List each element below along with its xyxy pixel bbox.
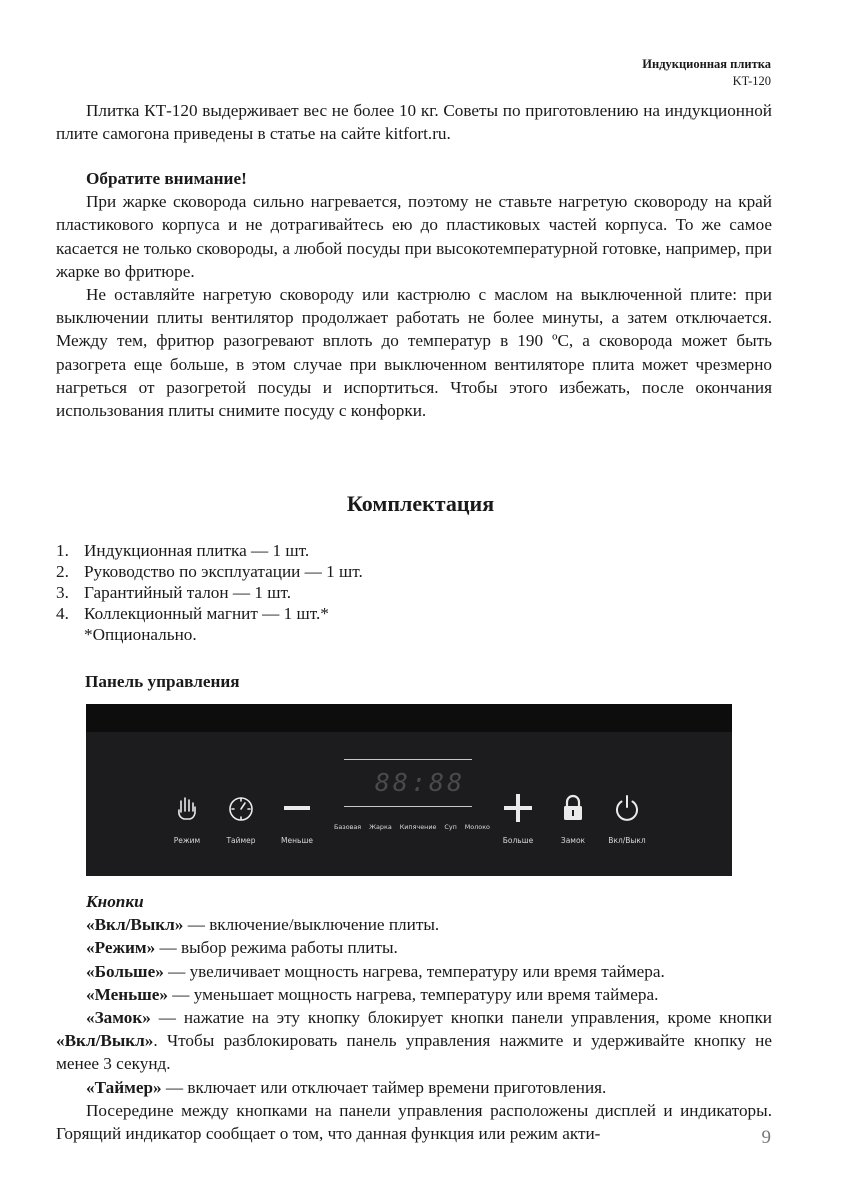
attention-block: [56, 167, 772, 422]
page-header: [642, 56, 771, 90]
intro-paragraph: Плитка КТ-120 выдерживает вес не более 10 кг. Советы по приготовлению на индукционной плите самогона приведены в статье на сайте kitfort.ru.: [56, 101, 772, 144]
less-description: «Меньше» — уменьшает мощность нагрева, температуру или время таймера.: [86, 984, 659, 1004]
lock-description: «Замок» — нажатие на эту кнопку блокирует кнопки панели управления, кроме кнопки «Вкл/Выкл». Чтобы разблокировать панель управления нажмите и удерживайте кнопку не менее 3 секунд.: [56, 1008, 772, 1074]
list-item: 1. Индукционная плитка — 1 шт.: [56, 541, 310, 560]
power-description: «Вкл/Выкл» — включение/выключение плиты.: [86, 915, 440, 935]
mode-indicator-label: Базовая: [334, 823, 362, 831]
attention-paragraph-1: При жарке сковорода сильно нагревается, поэтому не ставьте нагретую сковороду на край пластикового корпуса и не дотрагивайтесь ею до пластиковых частей корпуса. То же самое касается не только сковороды, а любой посуды при высокотемпературной готовке, например, при жарке во фритюре.: [56, 192, 772, 281]
timer-icon: [216, 790, 266, 826]
timer-label: Таймер: [226, 836, 256, 845]
mode-indicator-label: Молоко: [464, 823, 490, 831]
panel-display: 88:88: [374, 768, 466, 797]
mode-indicator-label: Кипячение: [399, 823, 437, 831]
page-number: 9: [761, 1127, 771, 1148]
list-item: 3. Гарантийный талон — 1 шт.: [56, 583, 291, 602]
lock-label: Замок: [560, 836, 586, 845]
mode-description: «Режим» — выбор режима работы плиты.: [86, 938, 398, 958]
kit-list: [56, 540, 363, 645]
mode-button: [162, 790, 212, 850]
less-button: [272, 790, 322, 850]
kit-title: Комплектация: [346, 491, 495, 516]
attention-paragraph-2: Не оставляйте нагретую сковороду или кастрюлю с маслом на выключенной плите: при выключении плиты вентилятор продолжает работать не более минуты, а затем отключается. Между тем, фритюр разогревают вплоть до температур в 190 ºC, а сковорода может быть разогрета еще больше, в этом случае при выключенном вентиляторе плита может чрезмерно нагреться от разогретой посуды и испортиться. Чтобы этого избежать, после окончания использования плиты снимите посуду с конфорки.: [56, 285, 772, 421]
buttons-title: Кнопки: [86, 892, 144, 911]
lock-button: [548, 790, 598, 850]
header-title: Индукционная плитка: [642, 57, 771, 71]
kit-note: *Опционально.: [84, 625, 197, 644]
lock-icon: [548, 790, 598, 826]
panel-heading: Панель управления: [85, 672, 240, 691]
control-panel-illustration: [86, 704, 732, 876]
timer-description: «Таймер» — включает или отключает таймер времени приготовления.: [86, 1077, 607, 1097]
list-item: 4. Коллекционный магнит — 1 шт.*: [56, 604, 329, 623]
less-label: Меньше: [281, 836, 313, 845]
display-bottom-line: [344, 806, 472, 807]
power-icon: [602, 790, 652, 826]
more-description: «Больше» — увеличивает мощность нагрева, температуру или время таймера.: [86, 961, 665, 981]
list-item: 2. Руководство по эксплуатации — 1 шт.: [56, 562, 363, 581]
header-model: KT-120: [732, 74, 771, 88]
hand-icon: [162, 790, 212, 826]
intro-block: [56, 99, 772, 145]
minus-icon: [272, 790, 322, 826]
power-label: Вкл/Выкл: [608, 836, 646, 845]
power-button: [602, 790, 652, 850]
mode-indicator-label: Жарка: [369, 823, 392, 831]
mode-indicators: [334, 823, 490, 831]
more-button: [493, 790, 543, 850]
middle-description: Посередине между кнопками на панели управления расположены дисплей и индикаторы. Горящий индикатор сообщает о том, что данная функция или режим акти-: [56, 1100, 772, 1144]
display-top-line: [344, 759, 472, 760]
panel-top-band: [86, 704, 732, 732]
mode-label: Режим: [173, 836, 201, 845]
more-label: Больше: [502, 836, 534, 845]
buttons-description-block: [56, 890, 772, 1145]
mode-indicator-label: Суп: [444, 823, 457, 831]
timer-button: [216, 790, 266, 850]
plus-icon: [493, 790, 543, 826]
attention-title: Обратите внимание!: [86, 169, 247, 188]
